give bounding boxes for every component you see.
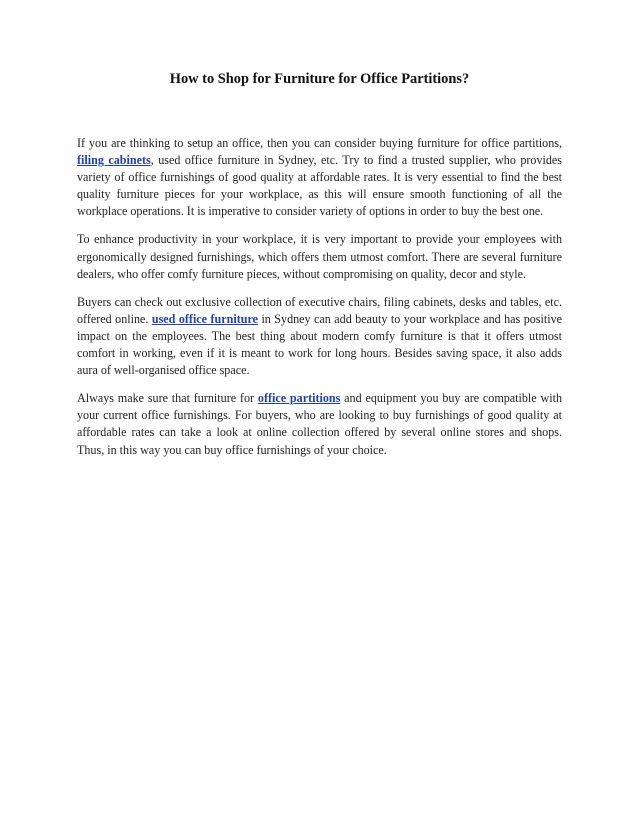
- document-page: [77, 70, 562, 459]
- paragraph-text: and equipment you buy are compatible with your current office furnishings. For buyers, who are looking to buy furnishings of good quality at affordable rates can take a look at online collection offered by several online stores and shops. Thus, in this way you can buy office furnishings of your choice.: [77, 391, 562, 457]
- page-title: How to Shop for Furniture for Office Partitions?: [169, 71, 470, 87]
- paragraph-text: Buyers can check out exclusive collection of executive chairs, filing cabinets, desks and tables, etc. offered online.: [77, 294, 562, 326]
- paragraph-text: , used office furniture in Sydney, etc. Try to find a trusted supplier, who provides variety of office furnishings of good quality at affordable rates. It is very essential to find the best quality furniture pieces for your workplace, as this will ensure smooth functioning of all the workplace operations. It is imperative to consider variety of options in order to buy the best one.: [77, 153, 562, 219]
- paragraph-productivity: To enhance productivity in your workplace, it is very important to provide your employees with ergonomically designed furnishings, which offers them utmost comfort. There are several furniture dealers, who offer comfy furniture pieces, without compromising on quality, decor and style.: [77, 232, 562, 281]
- paragraph-text: If you are thinking to setup an office, then you can consider buying furniture for office partitions,: [77, 136, 562, 150]
- office-partitions-link[interactable]: office partitions: [257, 391, 341, 406]
- filing-cabinets-link[interactable]: filing cabinets: [77, 153, 151, 168]
- paragraph-compatibility: [77, 390, 562, 458]
- paragraph-intro: [77, 135, 562, 220]
- used-office-furniture-link[interactable]: used office furniture: [151, 311, 258, 326]
- paragraph-buyers: [77, 294, 562, 379]
- paragraph-text: Always make sure that furniture for: [77, 391, 258, 406]
- paragraph-text: in Sydney can add beauty to your workplace and has positive impact on the employees. The best thing about modern comfy furniture is that it offers utmost comfort in working, even if it is meant to work for long hours. Besides saving space, it also adds aura of well-organised office space.: [77, 311, 562, 378]
